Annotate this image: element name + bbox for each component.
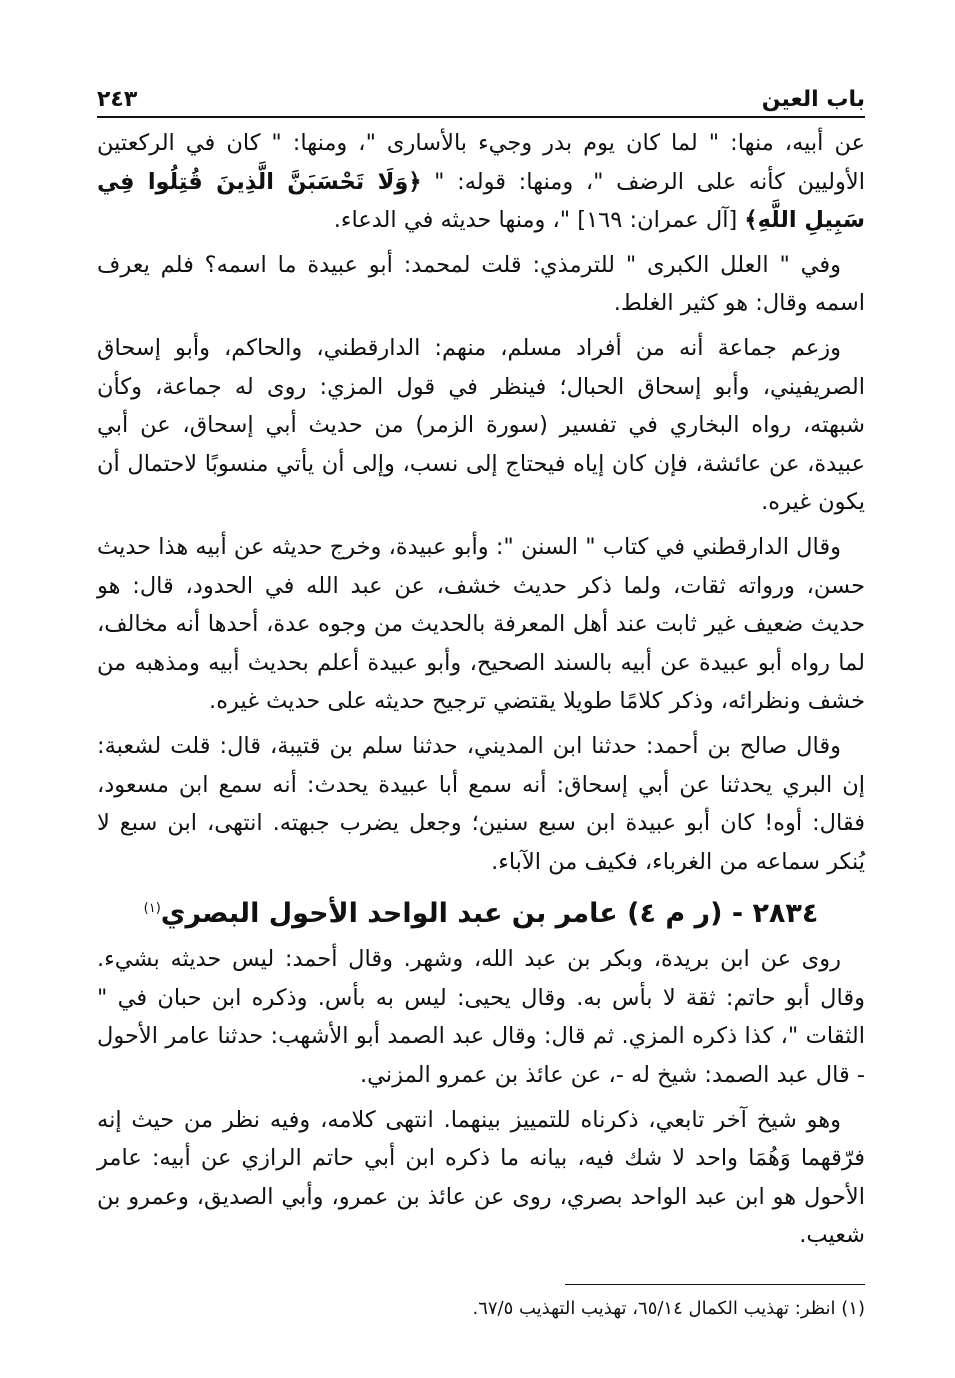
paragraph: وفي " العلل الكبرى " للترمذي: قلت لمحمد: أبو عبيدة ما اسمه؟ فلم يعرف اسمه وقال: هو كثير الغلط.: [97, 251, 865, 317]
page-content: [97, 70, 865, 1261]
quran-verse: ﴿وَلَا تَحْسَبَنَّ الَّذِينَ قُتِلُوا فِي سَبِيلِ اللَّهِ﴾: [97, 168, 865, 234]
paragraph: روى عن ابن بريدة، وبكر بن عبد الله، وشهر. وقال أحمد: ليس حديثه بشيء. وقال أبو حاتم: ثقة لا بأس به. وقال يحيى: ليس به بأس. وذكره ابن حبان في " الثقات "، كذا ذكره المزي. ثم قال: وقال عبد الصمد أبو الأشهب: حدثنا عامر الأحول - قال عبد الصمد: شيخ له -، عن عائذ بن عمرو المزني.: [97, 946, 865, 1089]
chapter-title: باب العين: [761, 87, 865, 112]
footnote: (١) انظر: تهذيب الكمال ٦٥/١٤، تهذيب التهذيب ٦٧/٥.: [472, 1298, 865, 1319]
running-header: [97, 70, 865, 118]
paragraph: وقال الدارقطني في كتاب " السنن ": وأبو عبيدة، وخرج حديثه عن أبيه هذا حديث حسن، ورواته ثقات، ولما ذكر حديث خشف، عن عبد الله في الحدود، قال: هو حديث ضعيف غير ثابت عند أهل المعرفة بالحديث من وجوه عدة، أحدها أنه مخالف، لما رواه أبو عبيدة عن أبيه بالسند الصحيح، وأبو عبيدة أعلم بحديث أبيه ومذهبه من خشف ونظرائه، وذكر كلامًا طويلا يقتضي ترجيح حديثه على حديث غيره.: [97, 533, 865, 715]
main-text: [97, 124, 865, 1255]
entry-heading: [97, 887, 865, 936]
footnote-divider: [565, 1284, 865, 1285]
paragraph: وقال صالح بن أحمد: حدثنا ابن المديني، حدثنا سلم بن قتيبة، قال: قلت لشعبة: إن البري يحدثنا عن أبي إسحاق: أنه سمع أبا عبيدة يحدث: أنه سمع ابن مسعود، فقال: أوه! كان أبو عبيدة ابن سبع سنين؛ وجعل يضرب جبهته. انتهى، ابن سبع لا يُنكر سماعه من الغرباء، فكيف من الآباء.: [97, 732, 865, 875]
footnote-marker: (١): [143, 901, 161, 917]
page-number: ٢٤٣: [97, 87, 138, 112]
paragraph: وهو شيخ آخر تابعي، ذكرناه للتمييز بينهما. انتهى كلامه، وفيه نظر من حيث إنه فرّقهما وَهُمَا واحد لا شك فيه، بيانه ما ذكره ابن أبي حاتم الرازي عن أبيه: عامر الأحول هو ابن عبد الواحد بصري، روى عن عائذ بن عمرو، وأبي الصديق، وعمرو بن شعيب.: [97, 1106, 865, 1249]
paragraph: وزعم جماعة أنه من أفراد مسلم، منهم: الدارقطني، والحاكم، وأبو إسحاق الصريفيني، وأبو إسحاق الحبال؛ فينظر في قول المزي: روى له جماعة، وكأن شبهته، رواه البخاري في تفسير (سورة الزمر) من حديث أبي إسحاق، عن أبي عبيدة، عن عائشة، فإن كان إياه فيحتاج إلى نسب، وإلى أن يأتي منسوبًا لاحتمال أن يكون غيره.: [97, 334, 865, 516]
entry-title-text: ٢٨٣٤ - (ر م ٤) عامر بن عبد الواحد الأحول البصري: [160, 898, 819, 930]
paragraph: عن أبيه، منها: " لما كان يوم بدر وجيء بالأسارى "، ومنها: " كان في الركعتين الأوليين كأنه على الرضف "، ومنها: قوله: " ﴿وَلَا تَحْسَبَنَّ الَّذِينَ قُتِلُوا فِي سَبِيلِ اللَّهِ﴾ [آل عمران: ١٦٩] "، ومنها حديثه في الدعاء.: [97, 130, 865, 234]
